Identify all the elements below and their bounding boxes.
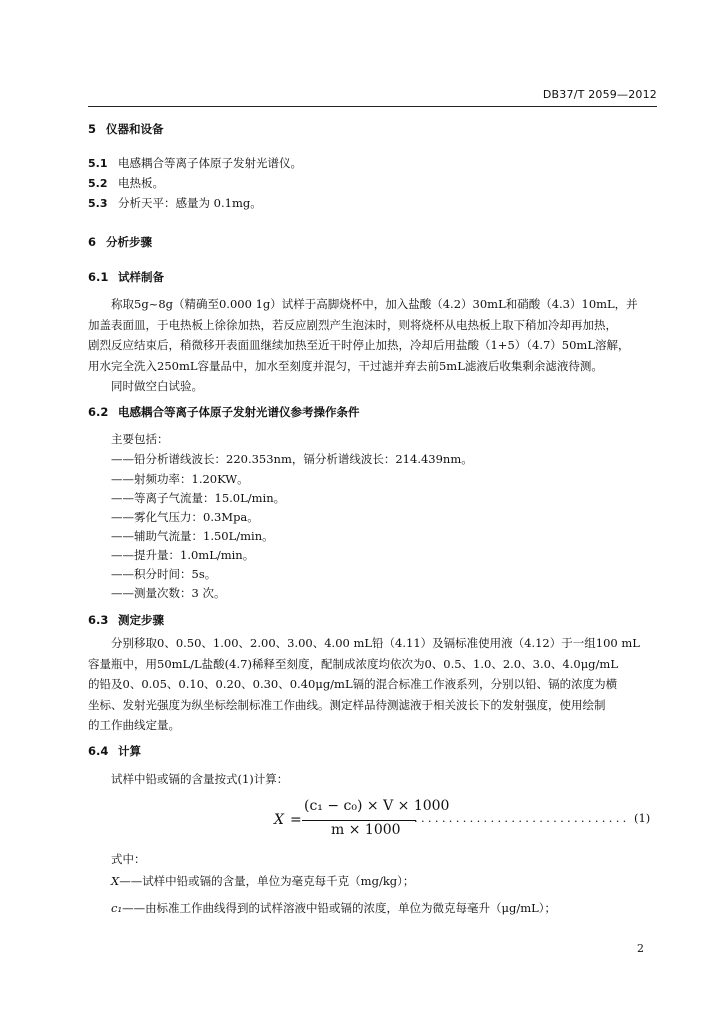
where-label: 式中： xyxy=(111,852,146,866)
subsection-6-1-heading xyxy=(88,269,164,285)
subsection-number: 6.2 xyxy=(88,405,109,419)
variable-description: ——由标准工作曲线得到的试样溶液中铅或镉的浓度，单位为微克每毫升（μg/mL）； xyxy=(122,901,557,915)
item-number: 5.3 xyxy=(88,197,108,210)
condition-item: ——测量次数：3 次。 xyxy=(111,586,226,600)
condition-item: ——雾化气压力：0.3Mpa。 xyxy=(111,510,259,524)
formula-equals: = xyxy=(290,812,302,828)
text-line: 同时做空白试验。 xyxy=(111,379,203,393)
header-rule xyxy=(88,106,657,107)
item-text: 电热板。 xyxy=(118,176,164,190)
item-text: 电感耦合等离子体原子发射光谱仪。 xyxy=(118,156,302,170)
page-number: 2 xyxy=(637,942,644,955)
item-5-1 xyxy=(88,155,302,171)
subsection-title: 试样制备 xyxy=(118,270,164,284)
variable-symbol: X xyxy=(111,874,120,888)
condition-item: ——提升量：1.0mL/min。 xyxy=(111,548,255,562)
section-title: 分析步骤 xyxy=(106,235,152,249)
formula-lhs: X xyxy=(274,812,284,828)
text-line: 容量瓶中，用50mL/L盐酸(4.7)稀释至刻度，配制成浓度均依次为0、0.5、1.0、2.0、3.0、4.0μg/mL xyxy=(88,656,618,671)
text-line: 坐标、发射光强度为纵坐标绘制标准工作曲线。测定样品待测滤液于相关波长下的发射强度，使用绘制 xyxy=(88,697,606,712)
text-line: 的铅及0、0.05、0.10、0.20、0.30、0.40μg/mL镉的混合标准工作液系列，分别以铅、镉的浓度为横 xyxy=(88,677,618,691)
paragraph-sample-prep xyxy=(88,294,658,397)
paragraph-measurement xyxy=(88,633,658,736)
subsection-title: 电感耦合等离子体原子发射光谱仪参考操作条件 xyxy=(118,405,360,419)
variable-c1 xyxy=(111,900,556,916)
formula-leader-dots: ............................... xyxy=(414,811,630,825)
variable-description: ——试样中铅或镉的含量，单位为毫克每千克（mg/kg）； xyxy=(119,874,415,888)
subsection-title: 测定步骤 xyxy=(118,613,164,627)
item-text: 分析天平：感量为 0.1mg。 xyxy=(118,196,262,210)
subsection-6-3-heading xyxy=(88,612,164,628)
formula-intro: 试样中铅或镉的含量按式(1)计算： xyxy=(111,772,289,786)
text-line: 剧烈反应结束后，稍微移开表面皿继续加热至近干时停止加热，冷却后用盐酸（1+5）（4.7）50mL溶解， xyxy=(88,338,630,352)
intro-line: 主要包括： xyxy=(111,432,169,446)
variable-symbol: c₁ xyxy=(111,901,123,915)
subsection-title: 计算 xyxy=(118,744,141,758)
text-line: 的工作曲线定量。 xyxy=(88,718,180,732)
item-number: 5.1 xyxy=(88,157,108,170)
item-number: 5.2 xyxy=(88,177,108,190)
condition-item: ——铅分析谱线波长：220.353nm，镉分析谱线波长：214.439nm。 xyxy=(111,452,473,466)
text-line: 加盖表面皿，于电热板上徐徐加热，若反应剧烈产生泡沫时，则将烧杯从电热板上取下稍加冷却再加热， xyxy=(88,317,617,332)
formula-numerator: (c₁ − c₀) × V × 1000 xyxy=(304,798,450,814)
section-number: 6 xyxy=(88,235,97,249)
section-6-heading xyxy=(88,234,152,250)
formula-denominator: m × 1000 xyxy=(331,822,401,838)
equation-number: (1) xyxy=(634,811,651,825)
text-line: 用水完全洗入250mL容量品中，加水至刻度并混匀，干过滤并弃去前5mL滤液后收集剩余滤液待测。 xyxy=(88,358,603,373)
item-5-3 xyxy=(88,195,262,211)
text-line: 分别移取0、0.50、1.00、2.00、3.00、4.00 mL铅（4.11）及镉标准使用液（4.12）于一组100 mL xyxy=(111,636,640,650)
condition-item: ——等离子气流量：15.0L/min。 xyxy=(111,491,286,505)
condition-item: ——辅助气流量：1.50L/min。 xyxy=(111,529,274,543)
condition-item: ——射频功率：1.20KW。 xyxy=(111,472,249,486)
subsection-6-2-heading xyxy=(88,404,360,420)
variable-x xyxy=(111,873,414,889)
section-5-heading xyxy=(88,121,164,137)
subsection-number: 6.3 xyxy=(88,613,109,627)
text-line: 称取5g~8g（精确至0.000 1g）试样于高脚烧杯中，加入盐酸（4.2）30mL和硝酸（4.3）10mL，并 xyxy=(111,297,638,311)
subsection-number: 6.1 xyxy=(88,270,109,284)
document-code: DB37/T 2059—2012 xyxy=(542,88,657,101)
condition-item: ——积分时间：5s。 xyxy=(111,567,217,581)
fraction-bar xyxy=(302,820,416,821)
subsection-6-4-heading xyxy=(88,743,141,759)
section-title: 仪器和设备 xyxy=(106,122,164,136)
subsection-number: 6.4 xyxy=(88,744,109,758)
section-number: 5 xyxy=(88,122,97,136)
item-5-2 xyxy=(88,175,164,191)
